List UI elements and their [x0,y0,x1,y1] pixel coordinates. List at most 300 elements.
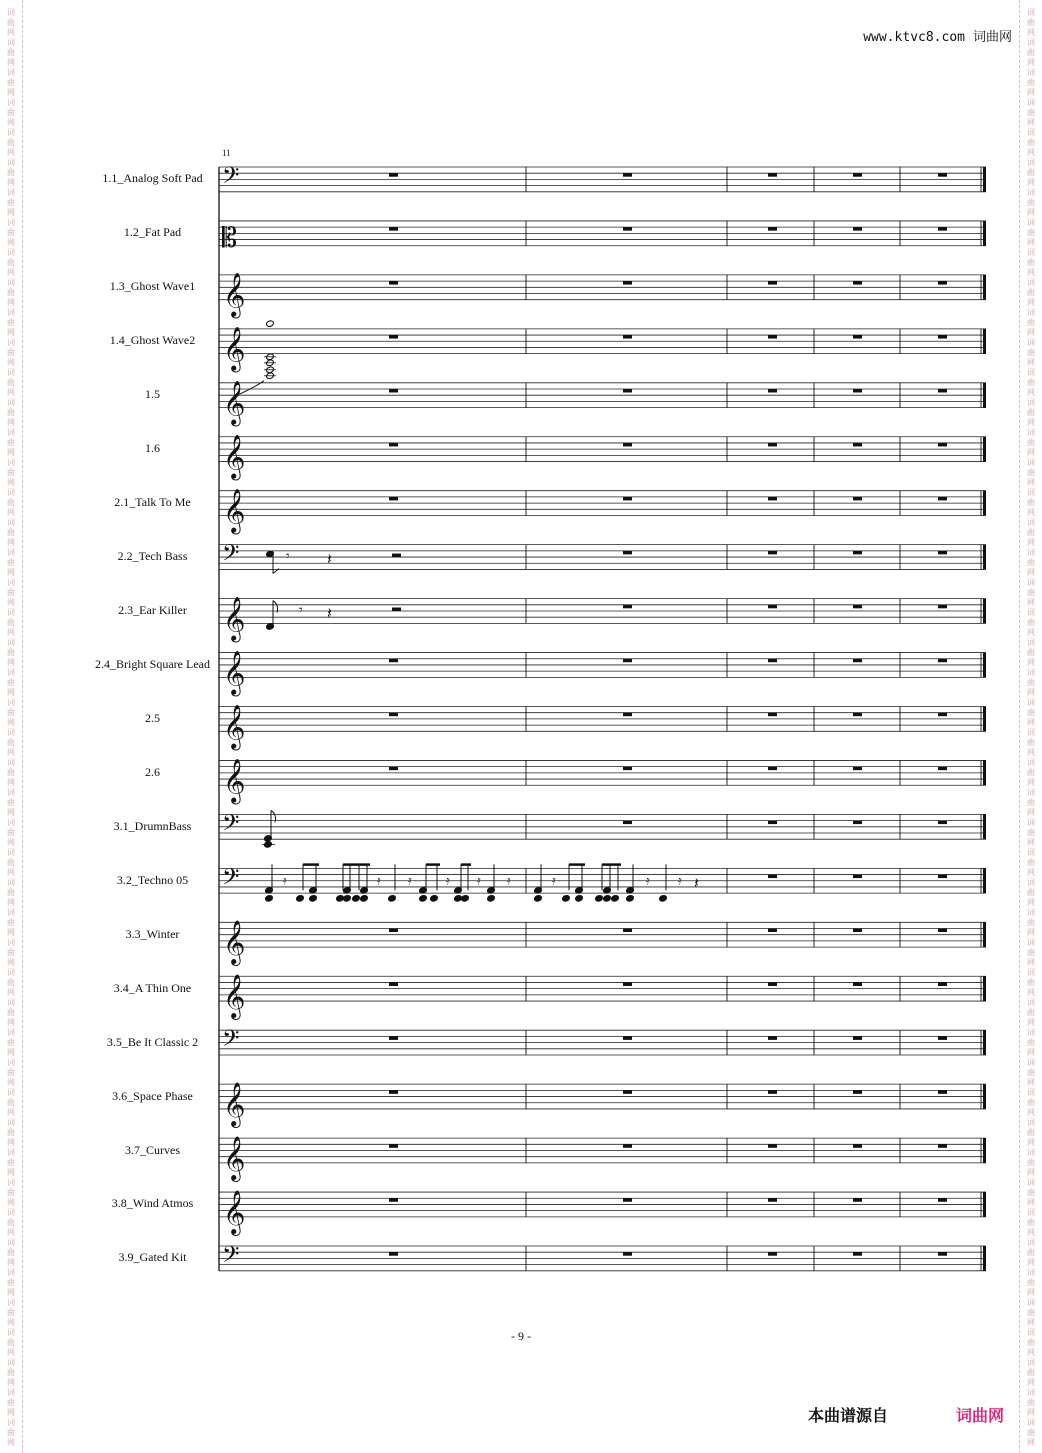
watermark-char: 曲 [7,228,15,237]
watermark-char: 曲 [1027,438,1035,447]
note-head [626,895,635,903]
watermark-char: 词 [1027,68,1035,77]
watermark-char: 网 [1027,1348,1035,1357]
site-url[interactable]: www.ktvc8.com [863,30,965,45]
treble-clef-icon: 𝄞 [223,704,246,749]
treble-clef-icon: 𝄞 [223,1081,246,1126]
whole-rest [853,929,862,933]
watermark-char: 词 [7,218,15,227]
whole-rest [389,713,398,717]
source-site-link[interactable]: 词曲网 [956,1406,1005,1425]
staff-label: 1.4_Ghost Wave2 [109,333,196,348]
watermark-char: 网 [7,778,15,787]
watermark-char: 曲 [7,288,15,297]
staff-label: 2.6 [145,764,160,779]
whole-rest [938,875,947,879]
watermark-char: 词 [1027,1418,1035,1427]
watermark-char: 网 [1027,298,1035,307]
bass-clef-icon: 𝄢 [222,810,240,842]
watermark-char: 词 [1027,968,1035,977]
watermark-char: 曲 [7,678,15,687]
watermark-char: 词 [7,758,15,767]
watermark-char: 词 [1027,548,1035,557]
whole-rest [623,767,632,771]
watermark-char: 曲 [7,618,15,627]
watermark-char: 曲 [7,528,15,537]
watermark-char: 曲 [1027,1218,1035,1227]
watermark-char: 曲 [7,258,15,267]
whole-rest [938,173,947,177]
whole-rest [623,713,632,717]
staff-label: 2.1_Talk To Me [114,495,191,510]
whole-rest [938,982,947,986]
sixteenth-rest: 𝄿 [283,873,287,888]
whole-rest [768,227,777,231]
watermark-char: 网 [7,418,15,427]
watermark-char: 网 [7,118,15,127]
watermark-char: 曲 [1027,108,1035,117]
whole-rest [768,875,777,879]
watermark-char: 词 [7,998,15,1007]
watermark-char: 网 [1027,1198,1035,1207]
whole-rest [938,1090,947,1094]
whole-rest [623,1144,632,1148]
staff-label: 1.3_Ghost Wave1 [109,279,196,294]
watermark-char: 词 [1027,8,1035,17]
whole-rest [623,982,632,986]
whole-rest [768,929,777,933]
alto-clef-icon: 𝄡 [222,222,238,254]
note-head [360,895,369,903]
watermark-char: 曲 [7,918,15,927]
quarter-rest: 𝄽 [327,549,332,569]
watermark-char: 词 [7,308,15,317]
watermark-char: 词 [7,68,15,77]
watermark-char: 词 [7,488,15,497]
watermark-char: 词 [7,1298,15,1307]
watermark-char: 曲 [1027,618,1035,627]
whole-rest [389,389,398,393]
watermark-char: 网 [7,1198,15,1207]
watermark-char: 曲 [1027,78,1035,87]
watermark-char: 曲 [1027,228,1035,237]
watermark-char: 曲 [7,1158,15,1167]
treble-clef-icon: 𝄞 [223,596,246,641]
whole-rest [623,389,632,393]
watermark-char: 词 [1027,38,1035,47]
watermark-char: 词 [1027,1088,1035,1097]
watermark-char: 网 [1027,658,1035,667]
watermark-char: 曲 [1027,498,1035,507]
final-barline-thick [983,868,986,893]
note-head [575,895,584,903]
final-barline-thick [983,221,986,246]
watermark-char: 词 [7,668,15,677]
watermark-char: 网 [1027,1438,1035,1447]
sixteenth-rest: 𝄿 [552,873,556,888]
final-barline-thick [983,167,986,192]
watermark-char: 词 [7,818,15,827]
watermark-char: 网 [1027,988,1035,997]
whole-rest [853,982,862,986]
watermark-char: 网 [1027,1258,1035,1267]
whole-rest [623,929,632,933]
watermark-char: 网 [1027,778,1035,787]
final-barline-thick [983,437,986,462]
watermark-char: 曲 [7,1368,15,1377]
final-barline-thick [983,1030,986,1055]
whole-rest [938,335,947,339]
watermark-char: 网 [7,538,15,547]
note-head [562,895,571,903]
watermark-char: 网 [1027,418,1035,427]
whole-rest [768,335,777,339]
whole-rest [389,497,398,501]
watermark-char: 网 [1027,478,1035,487]
whole-rest [853,1144,862,1148]
whole-rest [938,659,947,663]
whole-rest [938,821,947,825]
watermark-char: 词 [7,1028,15,1037]
watermark-char: 网 [1027,148,1035,157]
watermark-char: 曲 [7,1098,15,1107]
watermark-char: 曲 [7,1248,15,1257]
staff-label: 3.4_A Thin One [113,980,192,995]
watermark-char: 网 [7,328,15,337]
watermark-char: 网 [1027,328,1035,337]
whole-rest [768,173,777,177]
note-head [534,895,543,903]
watermark-char: 曲 [1027,918,1035,927]
watermark-char: 曲 [1027,1098,1035,1107]
whole-rest [389,227,398,231]
quarter-rest: 𝄽 [327,603,332,623]
watermark-char: 词 [7,338,15,347]
watermark-char: 网 [1027,718,1035,727]
watermark-char: 网 [7,238,15,247]
watermark-char: 网 [7,808,15,817]
watermark-char: 网 [7,1258,15,1267]
whole-rest [853,173,862,177]
staff-label: 3.9_Gated Kit [118,1250,187,1265]
watermark-char: 曲 [1027,738,1035,747]
watermark-char: 网 [1027,808,1035,817]
watermark-char: 网 [1027,1018,1035,1027]
watermark-char: 词 [1027,338,1035,347]
sixteenth-rest: 𝄿 [678,873,682,888]
watermark-char: 曲 [7,78,15,87]
watermark-char: 曲 [7,1038,15,1047]
watermark-char: 网 [1027,448,1035,457]
whole-rest [853,605,862,609]
note-head [461,895,470,903]
staff-label: 1.2_Fat Pad [123,225,182,240]
watermark-char: 曲 [7,1398,15,1407]
half-rest [392,608,401,612]
watermark-char: 曲 [1027,708,1035,717]
watermark-char: 词 [1027,788,1035,797]
whole-rest [768,497,777,501]
final-barline-thick [983,653,986,678]
note-head [659,895,668,903]
whole-rest [768,767,777,771]
treble-clef-icon: 𝄞 [223,650,246,695]
watermark-char: 网 [7,1078,15,1087]
watermark-char: 网 [7,1168,15,1177]
whole-rest [853,1252,862,1256]
whole-note [266,320,275,328]
watermark-char: 词 [7,1358,15,1367]
watermark-char: 曲 [1027,1428,1035,1437]
watermark-char: 词 [1027,1118,1035,1127]
final-barline-thick [983,1084,986,1109]
watermark-char: 词 [7,638,15,647]
watermark-char: 网 [7,748,15,757]
watermark-char: 网 [1027,568,1035,577]
treble-clef-icon: 𝄞 [223,272,246,317]
whole-rest [853,551,862,555]
watermark-char: 词 [7,458,15,467]
whole-rest [938,1144,947,1148]
watermark-char: 曲 [1027,138,1035,147]
whole-rest [938,1198,947,1202]
watermark-char: 网 [7,1348,15,1357]
whole-rest [389,1036,398,1040]
watermark-char: 网 [1027,538,1035,547]
final-barline-thick [983,976,986,1001]
note-head [265,895,274,903]
whole-rest [768,389,777,393]
source-note: 本曲谱源自 [808,1406,889,1425]
whole-rest [938,1036,947,1040]
watermark-char: 网 [7,358,15,367]
watermark-char: 曲 [1027,1368,1035,1377]
whole-rest [623,659,632,663]
watermark-char: 词 [1027,128,1035,137]
note-beam [569,863,585,866]
watermark-char: 曲 [7,948,15,957]
whole-rest [623,1090,632,1094]
watermark-char: 网 [1027,118,1035,127]
watermark-char: 曲 [7,378,15,387]
whole-rest [623,443,632,447]
watermark-char: 网 [7,208,15,217]
whole-rest [623,821,632,825]
watermark-char: 网 [7,1048,15,1057]
watermark-char: 网 [7,568,15,577]
watermark-char: 曲 [7,648,15,657]
watermark-char: 网 [7,658,15,667]
watermark-char: 曲 [1027,258,1035,267]
whole-rest [623,1252,632,1256]
watermark-char: 曲 [1027,798,1035,807]
watermark-char: 曲 [1027,1338,1035,1347]
whole-rest [623,1036,632,1040]
watermark-char: 词 [1027,1178,1035,1187]
watermark-char: 词 [1027,1208,1035,1217]
watermark-char: 词 [7,188,15,197]
treble-clef-icon: 𝄞 [223,1189,246,1234]
watermark-char: 网 [1027,1378,1035,1387]
whole-rest [768,1252,777,1256]
watermark-char: 词 [1027,428,1035,437]
watermark-char: 曲 [1027,318,1035,327]
watermark-char: 词 [1027,188,1035,197]
whole-rest [938,497,947,501]
watermark-char: 词 [7,1058,15,1067]
watermark-char: 网 [1027,1078,1035,1087]
note-beam [303,863,319,866]
watermark-char: 曲 [1027,1128,1035,1137]
whole-rest [389,982,398,986]
watermark-char: 网 [7,928,15,937]
watermark-char: 曲 [1027,648,1035,657]
watermark-char: 曲 [7,1428,15,1437]
bass-clef-icon: 𝄢 [222,864,240,896]
final-barline-thick [983,760,986,785]
whole-rest [623,173,632,177]
site-name: 词曲网 [972,30,1012,45]
watermark-char: 网 [1027,598,1035,607]
watermark-char: 词 [1027,1028,1035,1037]
watermark-char: 网 [7,1438,15,1447]
note-head [343,895,352,903]
watermark-char: 网 [1027,748,1035,757]
watermark-char: 词 [7,788,15,797]
watermark-char: 词 [7,1208,15,1217]
watermark-char: 网 [7,178,15,187]
watermark-char: 曲 [7,888,15,897]
note-head [419,895,428,903]
whole-rest [768,1144,777,1148]
note-head [487,895,496,903]
quarter-rest: 𝄽 [694,873,699,893]
watermark-char: 词 [1027,818,1035,827]
watermark-char: 曲 [7,558,15,567]
final-barline-thick [983,383,986,408]
whole-rest [389,929,398,933]
watermark-char: 网 [7,898,15,907]
treble-clef-icon: 𝄞 [223,1135,246,1180]
staff-label: 3.6_Space Phase [112,1088,193,1103]
watermark-char: 曲 [1027,1038,1035,1047]
watermark-char: 曲 [1027,558,1035,567]
staff-label: 2.2_Tech Bass [117,549,188,564]
staff-label: 1.1_Analog Soft Pad [102,171,203,186]
watermark-char: 曲 [7,798,15,807]
whole-rest [938,227,947,231]
whole-rest [938,929,947,933]
watermark-char: 网 [1027,88,1035,97]
final-barline-thick [983,814,986,839]
watermark-char: 网 [7,268,15,277]
note-head [296,895,305,903]
watermark-char: 网 [1027,208,1035,217]
watermark-char: 网 [7,388,15,397]
watermark-char: 曲 [7,858,15,867]
watermark-char: 词 [7,968,15,977]
watermark-char: 词 [1027,518,1035,527]
watermark-char: 词 [7,518,15,527]
note-head [430,895,439,903]
watermark-char: 网 [1027,928,1035,937]
whole-rest [768,605,777,609]
watermark-char: 词 [7,248,15,257]
whole-rest [768,1198,777,1202]
watermark-char: 网 [1027,868,1035,877]
eighth-rest: 𝄾 [286,548,290,565]
watermark-char: 曲 [1027,528,1035,537]
watermark-char: 曲 [7,468,15,477]
sixteenth-rest: 𝄿 [446,873,450,888]
watermark-char: 词 [7,728,15,737]
whole-rest [768,659,777,663]
final-barline-thick [983,491,986,516]
watermark-char: 词 [7,1238,15,1247]
whole-rest [623,605,632,609]
whole-rest [768,1090,777,1094]
watermark-char: 网 [7,88,15,97]
watermark-char: 词 [7,158,15,167]
watermark-char: 网 [7,298,15,307]
sixteenth-rest: 𝄿 [477,873,481,888]
whole-rest [853,443,862,447]
watermark-char: 词 [7,38,15,47]
watermark-char: 曲 [7,1278,15,1287]
whole-rest [389,1252,398,1256]
sixteenth-rest: 𝄿 [377,873,381,888]
watermark-char: 网 [7,1108,15,1117]
whole-rest [853,659,862,663]
watermark-char: 词 [1027,878,1035,887]
watermark-char: 词 [7,848,15,857]
watermark-char: 词 [1027,608,1035,617]
watermark-char: 网 [7,148,15,157]
watermark-char: 曲 [1027,168,1035,177]
whole-rest [768,713,777,717]
final-barline-thick [983,707,986,732]
watermark-char: 词 [7,128,15,137]
watermark-char: 词 [1027,908,1035,917]
bass-clef-icon: 𝄢 [222,1026,240,1058]
watermark-char: 曲 [7,1128,15,1137]
staff-label: 3.3_Winter [125,926,180,941]
watermark-char: 曲 [1027,828,1035,837]
watermark-char: 网 [1027,238,1035,247]
watermark-char: 网 [1027,838,1035,847]
watermark-char: 曲 [7,1218,15,1227]
watermark-char: 曲 [7,1188,15,1197]
final-barline-thick [983,545,986,570]
treble-clef-icon: 𝄞 [223,758,246,803]
watermark-char: 曲 [7,588,15,597]
watermark-char: 曲 [1027,288,1035,297]
watermark-char: 曲 [1027,1188,1035,1197]
whole-rest [389,443,398,447]
whole-rest [389,1198,398,1202]
watermark-char: 词 [1027,488,1035,497]
whole-rest [853,335,862,339]
watermark-char: 曲 [7,318,15,327]
watermark-char: 词 [1027,638,1035,647]
watermark-char: 曲 [1027,1278,1035,1287]
watermark-char: 网 [7,988,15,997]
watermark-char: 词 [7,938,15,947]
note-beam [426,863,440,866]
watermark-char: 曲 [1027,768,1035,777]
final-barline-thick [983,1138,986,1163]
whole-rest [389,173,398,177]
